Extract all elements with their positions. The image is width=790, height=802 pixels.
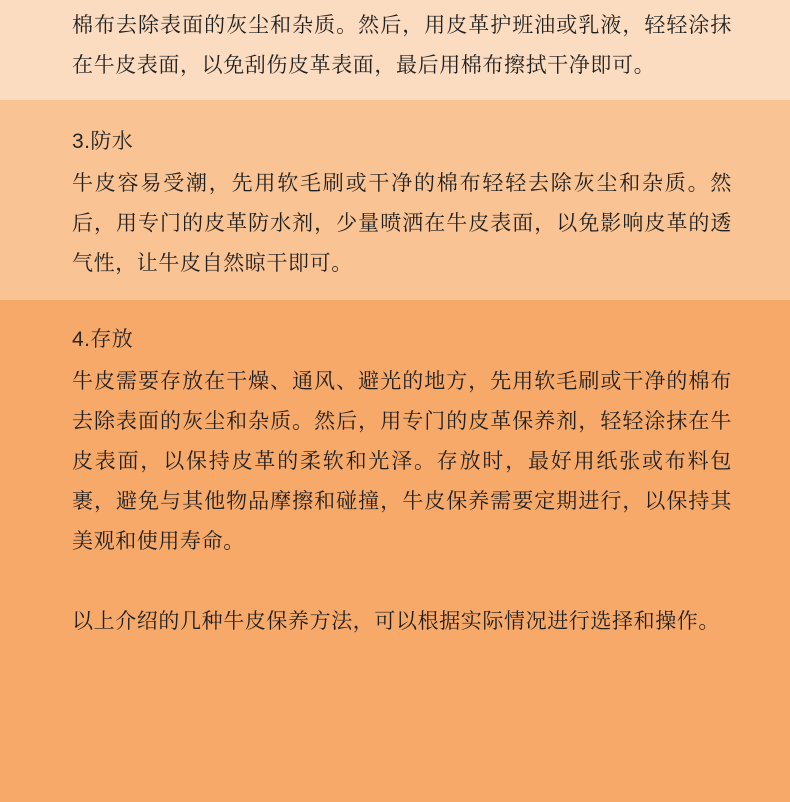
document-section-storage (0, 302, 790, 802)
page-bottom-spacer (72, 642, 732, 802)
paragraph: 牛皮容易受潮，先用软毛刷或干净的棉布轻轻去除灰尘和杂质。然后，用专门的皮革防水剂，少量喷洒在牛皮表面，以免影响皮革的透气性，让牛皮自然晾干即可。 (72, 172, 732, 275)
paragraph: 牛皮需要存放在干燥、通风、避光的地方，先用软毛刷或干净的棉布去除表面的灰尘和杂质。然后，用专门的皮革保养剂，轻轻涂抹在牛皮表面，以保持皮革的柔软和光泽。存放时，最好用纸张或布料包裹，避免与其他物品摩擦和碰撞，牛皮保养需要定期进行，以保持其美观和使用寿命。 (72, 370, 732, 553)
section-heading: 3.防水 (72, 130, 134, 153)
closing-paragraph: 以上介绍的几种牛皮保养方法，可以根据实际情况进行选择和操作。 (72, 610, 720, 633)
document-section-waterproof (0, 104, 790, 302)
document-section-continuation (0, 0, 790, 104)
section-heading: 4.存放 (72, 328, 134, 351)
paragraph: 棉布去除表面的灰尘和杂质。然后，用皮革护班油或乳液，轻轻涂抹在牛皮表面，以免刮伤皮革表面，最后用棉布擦拭干净即可。 (72, 14, 732, 77)
